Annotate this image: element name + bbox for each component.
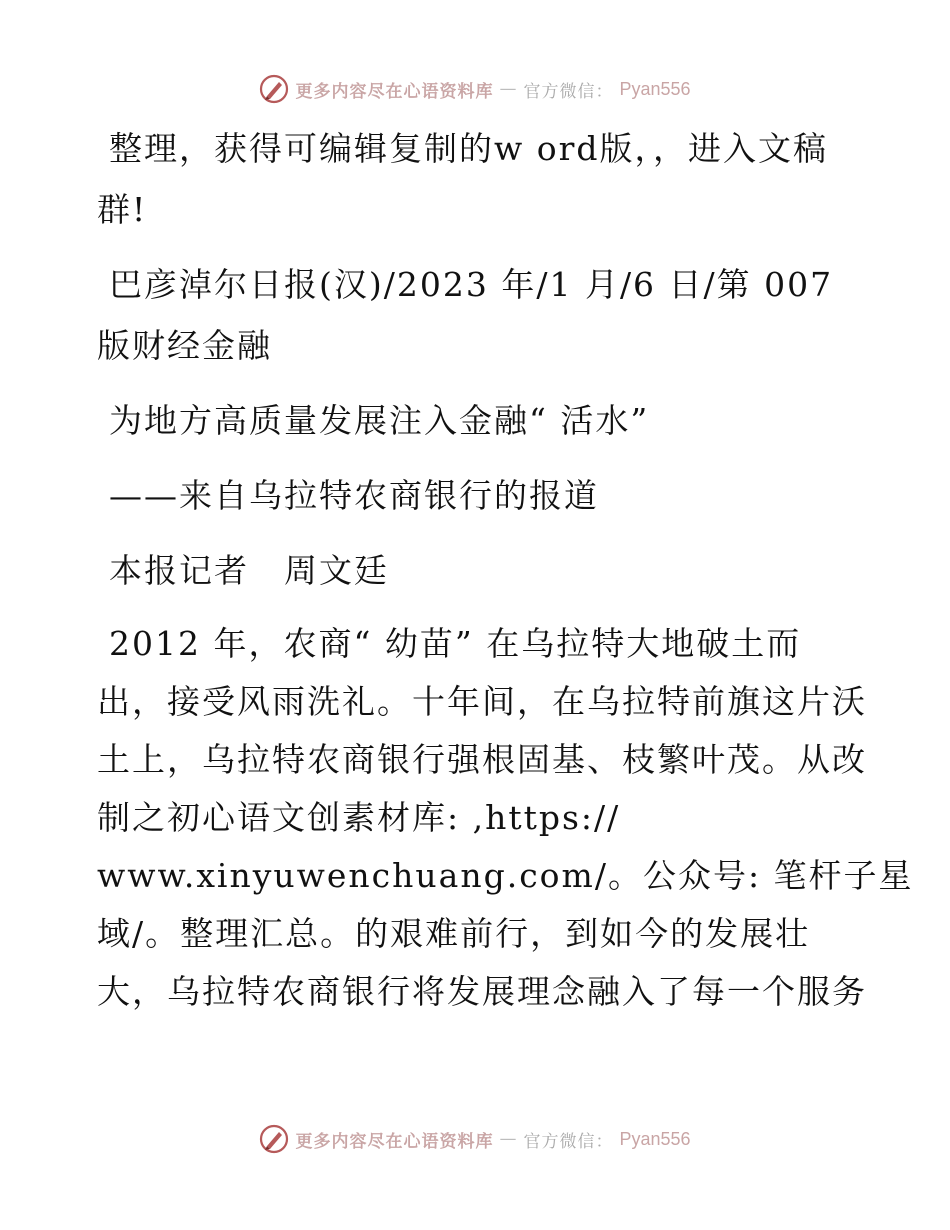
- body-line: 2012 年，农商“ 幼苗” 在乌拉特大地破土而: [109, 624, 802, 663]
- article-subtitle: ——来自乌拉特农商银行的报道: [109, 476, 599, 515]
- body-line: 大，乌拉特农商银行将发展理念融入了每一个服务: [97, 972, 867, 1011]
- watermark-wechat-id: Pyan556: [619, 1128, 691, 1149]
- body-line: 土上，乌拉特农商银行强根固基、枝繁叶茂。从改: [97, 740, 867, 779]
- header-watermark: [0, 74, 950, 104]
- pen-logo-icon: [259, 74, 289, 104]
- footer-watermark: [0, 1124, 950, 1154]
- body-line: www.xinyuwenchuang.com/。公众号: 笔杆子星: [97, 856, 914, 895]
- body-paragraph: [97, 615, 914, 1021]
- watermark-main-text: 更多内容尽在心语资料库: [295, 81, 494, 102]
- watermark-wechat-id: Pyan556: [619, 78, 691, 99]
- document-body: [97, 118, 914, 1035]
- watermark-sub-text: 官方微信：: [523, 81, 614, 102]
- byline: 本报记者 周文廷: [109, 551, 389, 590]
- intro-paragraph: 整理，获得可编辑复制的w ord版，，进入文稿群!: [97, 129, 829, 229]
- source-line: 巴彦淖尔日报(汉)/2023 年/1 月/6 日/第 007 版财经金融: [97, 265, 834, 365]
- watermark-dash: —: [499, 79, 518, 99]
- body-line: 出，接受风雨洗礼。十年间，在乌拉特前旗这片沃: [97, 682, 867, 721]
- article-title: 为地方高质量发展注入金融“ 活水”: [109, 401, 650, 440]
- pen-logo-icon: [259, 1124, 289, 1154]
- body-line: 制之初心语文创素材库: ,https://: [97, 798, 621, 837]
- watermark-dash: —: [499, 1129, 518, 1149]
- watermark-sub-text: 官方微信：: [523, 1131, 614, 1152]
- body-line: 域/。整理汇总。的艰难前行，到如今的发展壮: [97, 914, 811, 953]
- watermark-main-text: 更多内容尽在心语资料库: [295, 1131, 494, 1152]
